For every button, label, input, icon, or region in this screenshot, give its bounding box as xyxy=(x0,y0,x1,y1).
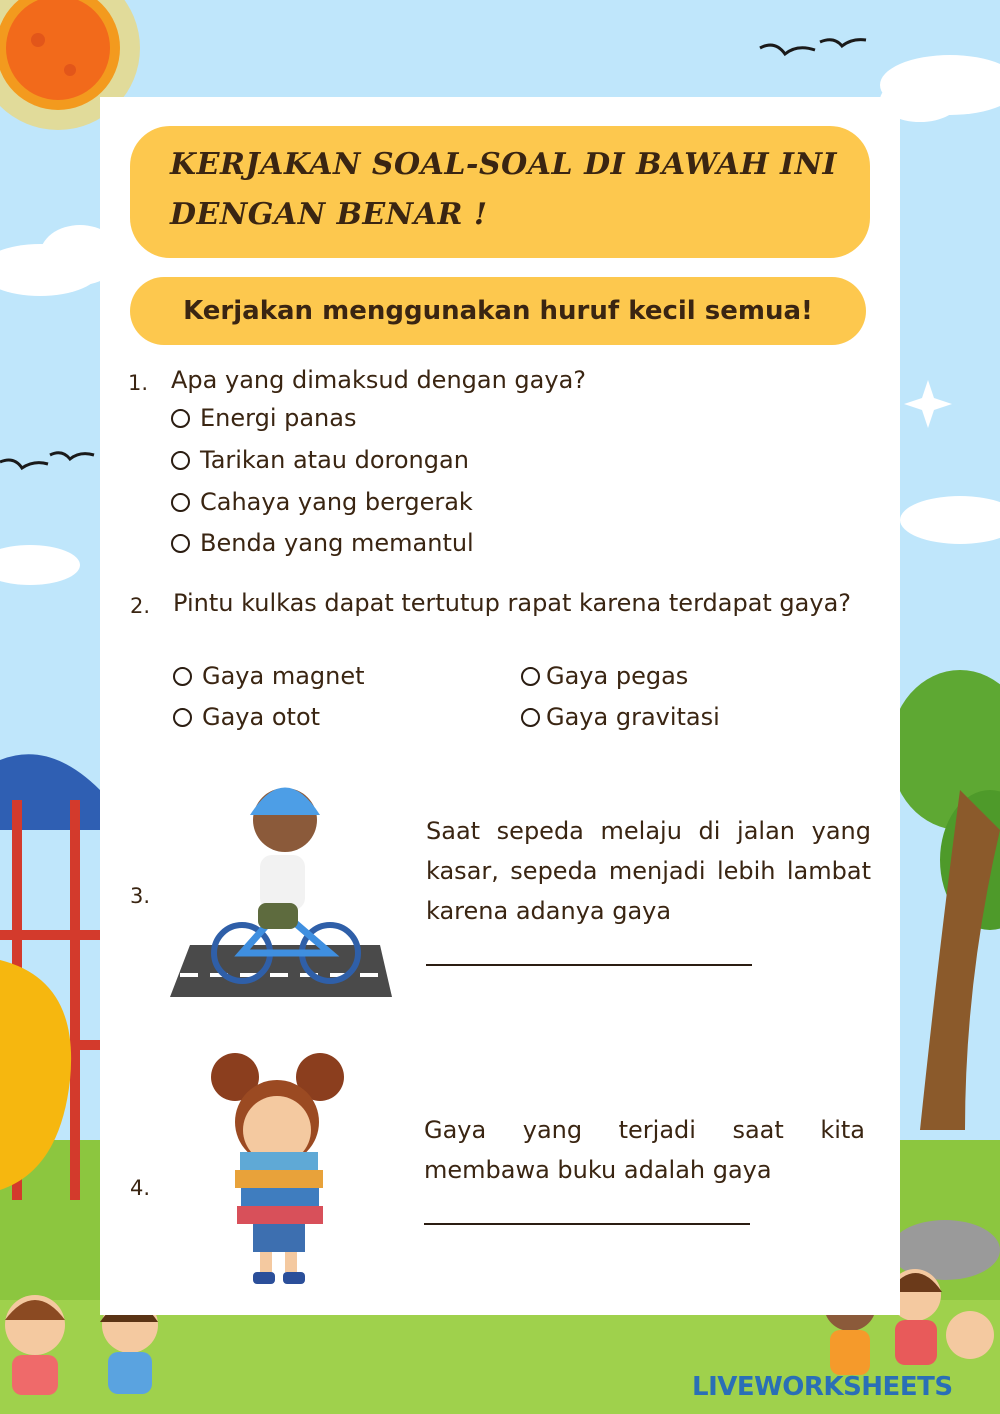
radio-button[interactable] xyxy=(521,667,540,686)
radio-button[interactable] xyxy=(521,708,540,727)
radio-button[interactable] xyxy=(171,534,190,553)
question-2-option[interactable] xyxy=(521,662,688,690)
radio-button[interactable] xyxy=(173,708,192,727)
question-4-number: 4. xyxy=(130,1176,151,1200)
question-2-number: 2. xyxy=(130,594,151,618)
question-3-text: Saat sepeda melaju di jalan yang kasar, sepeda menjadi lebih lambat karena adanya gaya xyxy=(426,817,871,925)
liveworksheets-logo: LIVEWORKSHEETS xyxy=(692,1372,953,1402)
question-1-option[interactable] xyxy=(171,529,474,557)
radio-button[interactable] xyxy=(171,409,190,428)
question-2-option[interactable] xyxy=(173,703,320,731)
option-label: Gaya otot xyxy=(202,703,321,731)
radio-button[interactable] xyxy=(173,667,192,686)
question-1-option[interactable] xyxy=(171,404,356,432)
child-cycling-illustration xyxy=(170,785,395,1000)
option-label: Tarikan atau dorongan xyxy=(200,446,469,474)
question-2-option[interactable] xyxy=(173,662,365,690)
question-1-number: 1. xyxy=(128,371,149,395)
question-2-option[interactable] xyxy=(521,703,720,731)
option-label: Cahaya yang bergerak xyxy=(200,488,473,516)
question-2-text: Pintu kulkas dapat tertutup rapat karena terdapat gaya? xyxy=(173,589,852,617)
option-label: Gaya gravitasi xyxy=(546,703,720,731)
page-title: KERJAKAN SOAL-SOAL DI BAWAH INI DENGAN BENAR ! xyxy=(170,147,838,232)
girl-carrying-books-illustration xyxy=(205,1052,350,1288)
question-4-text: Gaya yang terjadi saat kita membawa buku adalah gaya xyxy=(424,1116,865,1184)
radio-button[interactable] xyxy=(171,451,190,470)
question-1-text: Apa yang dimaksud dengan gaya? xyxy=(171,366,587,394)
question-3-answer-input[interactable] xyxy=(426,930,752,966)
question-1-option[interactable] xyxy=(171,446,469,474)
radio-button[interactable] xyxy=(171,493,190,512)
option-label: Benda yang memantul xyxy=(200,529,474,557)
option-label: Gaya pegas xyxy=(546,662,689,690)
question-1-option[interactable] xyxy=(171,488,473,516)
option-label: Gaya magnet xyxy=(202,662,365,690)
instruction-text: Kerjakan menggunakan huruf kecil semua! xyxy=(183,296,813,326)
question-3-number: 3. xyxy=(130,884,151,908)
question-4-answer-input[interactable] xyxy=(424,1189,750,1225)
option-label: Energi panas xyxy=(200,404,357,432)
